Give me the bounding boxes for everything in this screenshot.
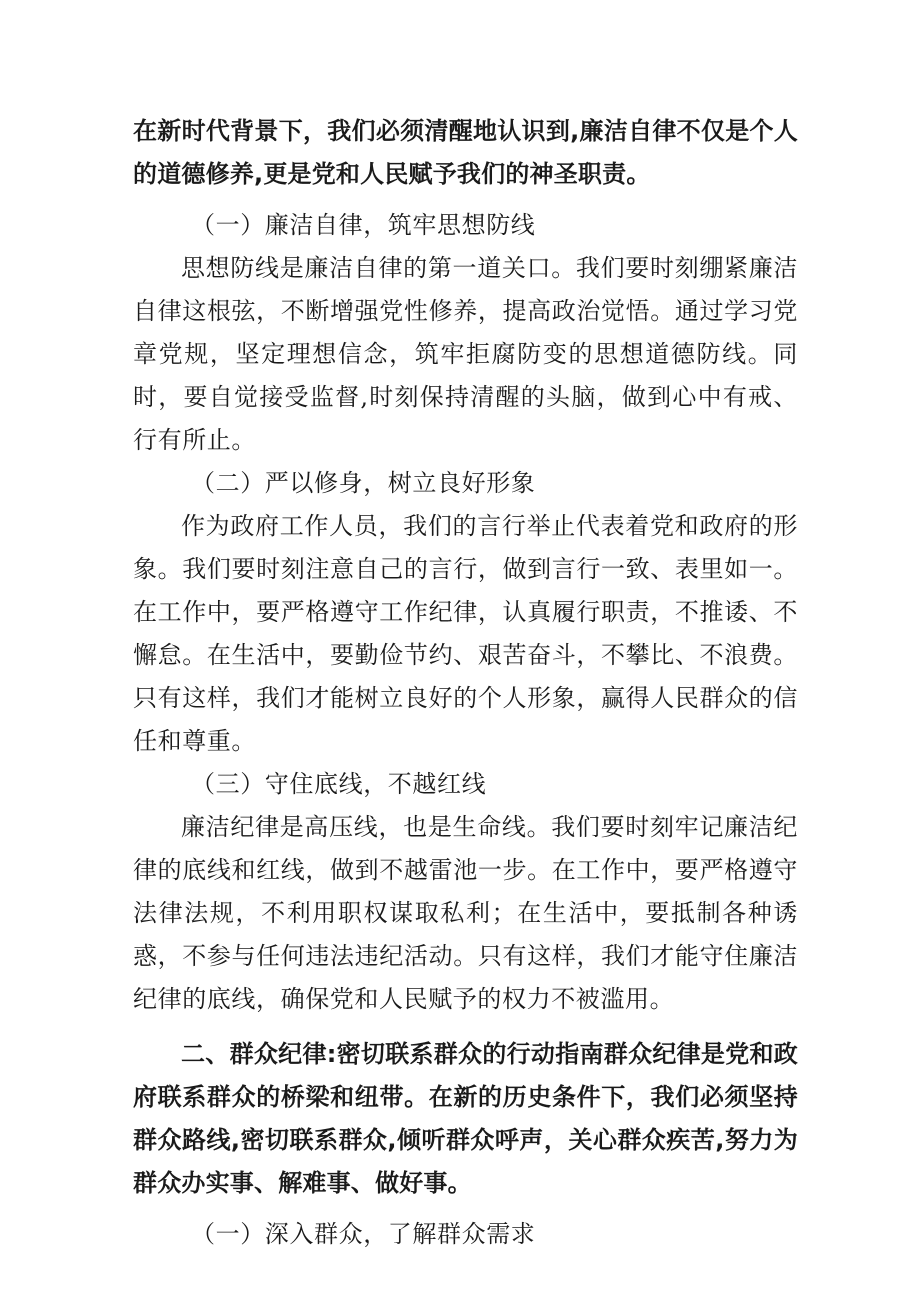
intro-paragraph: 在新时代背景下，我们必须清醒地认识到,廉洁自律不仅是个人的道德修养,更是党和人民赋予我们的神圣职责。	[133, 117, 798, 188]
document-body	[133, 110, 798, 1256]
section-heading-4: （一）深入群众，了解群众需求	[191, 1220, 536, 1248]
section-heading-2: （二）严以修身，树立良好形象	[191, 469, 536, 497]
body-paragraph-3: 廉洁纪律是高压线，也是生命线。我们要时刻牢记廉洁纪律的底线和红线，做到不越雷池一步。在工作中，要严格遵守法律法规，不利用职权谋取私利；在生活中，要抵制各种诱惑，不参与任何违法违纪活动。只有这样，我们才能守住廉洁纪律的底线，确保党和人民赋予的权力不被滥用。	[133, 813, 798, 1013]
section-heading-1: （一）廉洁自律，筑牢思想防线	[191, 211, 536, 239]
chapter-heading-2: 二、群众纪律:密切联系群众的行动指南群众纪律是党和政府联系群众的桥梁和纽带。在新的历史条件下，我们必须坚持群众路线,密切联系群众,倾听群众呼声，关心群众疾苦,努力为群众办实事、解难事、做好事。	[133, 1040, 798, 1197]
section-heading-3: （三）守住底线，不越红线	[191, 770, 487, 798]
body-paragraph-2: 作为政府工作人员，我们的言行举止代表着党和政府的形象。我们要时刻注意自己的言行，做到言行一致、表里如一。在工作中，要严格遵守工作纪律，认真履行职责，不推诿、不懈怠。在生活中，要勤俭节约、艰苦奋斗，不攀比、不浪费。只有这样，我们才能树立良好的个人形象，赢得人民群众的信任和尊重。	[133, 512, 798, 755]
body-paragraph-1: 思想防线是廉洁自律的第一道关口。我们要时刻绷紧廉洁自律这根弦，不断增强党性修养，提高政治觉悟。通过学习党章党规，坚定理想信念，筑牢拒腐防变的思想道德防线。同时，要自觉接受监督,时刻保持清醒的头脑，做到心中有戒、行有所止。	[133, 254, 798, 454]
